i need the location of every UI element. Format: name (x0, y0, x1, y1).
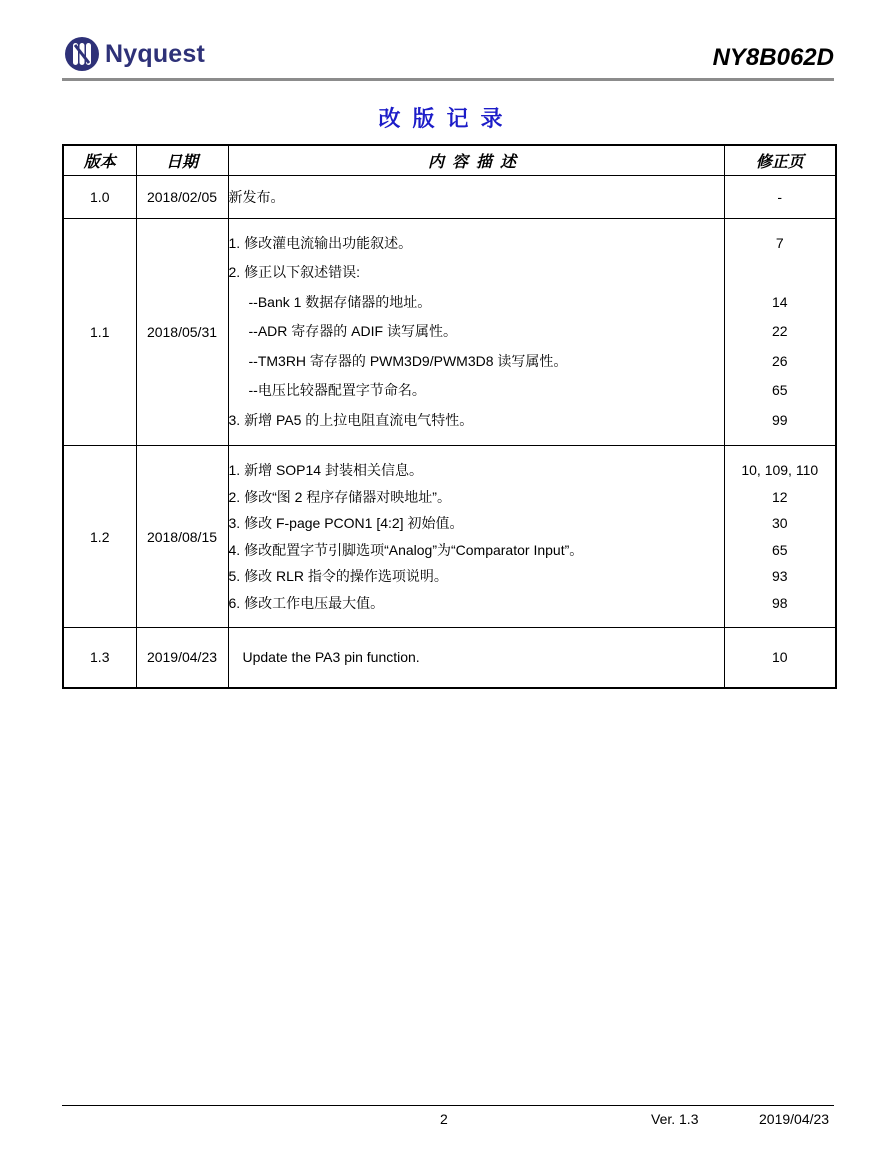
page-cell (724, 219, 836, 446)
page-value: 26 (771, 352, 788, 369)
table-row (63, 219, 836, 446)
description-line: 3. 修改 F-page PCON1 [4:2] 初始值。 (228, 515, 464, 531)
header-page: 修正页 (724, 145, 836, 176)
description-line: 5. 修改 RLR 指令的操作选项说明。 (228, 568, 448, 584)
page-value: 93 (771, 568, 788, 584)
page-value: 65 (771, 541, 788, 558)
description-line: Update the PA3 pin function. (242, 649, 420, 666)
date-cell: 2018/08/15 (136, 446, 228, 628)
description-line: 4. 修改配置字节引脚选项“Analog”为“Comparator Input”。 (228, 541, 584, 558)
version-cell: 1.2 (63, 446, 136, 628)
description-line: 1. 新增 SOP14 封装相关信息。 (228, 462, 423, 478)
description-line: 2. 修改“图 2 程序存储器对映地址”。 (228, 488, 451, 505)
date-cell: 2019/04/23 (136, 628, 228, 688)
page-value: 98 (771, 594, 788, 611)
company-logo (64, 36, 205, 72)
header-description: 内容描述 (228, 145, 724, 176)
footer-date: 2019/04/23 (759, 1111, 830, 1127)
logo-text: Nyquest (105, 39, 206, 68)
description-cell (228, 219, 724, 446)
description-line: --Bank 1 数据存储器的地址。 (248, 293, 432, 310)
revision-table (62, 144, 837, 689)
page-title: 改版记录 (378, 107, 515, 132)
page-value: 30 (771, 515, 788, 531)
version-cell: 1.1 (63, 219, 136, 446)
table-row (63, 176, 836, 219)
description-line: --电压比较器配置字节命名。 (248, 382, 426, 399)
page-value: 14 (771, 293, 788, 310)
version-cell: 1.0 (63, 176, 136, 219)
page-value: 10, 109, 110 (741, 462, 819, 478)
nyquest-logo-icon (64, 36, 100, 72)
header-version: 版本 (63, 145, 136, 176)
description-line: 3. 新增 PA5 的上拉电阻直流电气特性。 (228, 411, 474, 428)
description-line: --TM3RH 寄存器的 PWM3D9/PWM3D8 读写属性。 (248, 352, 568, 369)
footer-version: Ver. 1.3 (651, 1111, 699, 1127)
description-line: 1. 修改灌电流输出功能叙述。 (228, 234, 413, 251)
page-value: 99 (771, 411, 788, 428)
date-cell: 2018/02/05 (136, 176, 228, 219)
description-line: 新发布。 (228, 189, 285, 205)
description-line: --ADR 寄存器的 ADIF 读写属性。 (248, 323, 457, 340)
description-line: 2. 修正以下叙述错误: (228, 264, 360, 281)
table-header-row (63, 145, 836, 176)
page-header (62, 36, 834, 76)
description-cell (228, 628, 724, 688)
document-code: NY8B062D (712, 44, 834, 71)
page-value: 22 (771, 323, 788, 340)
page-value: 12 (771, 488, 788, 505)
header-divider (62, 78, 834, 81)
page-number: 2 (440, 1111, 448, 1127)
footer-divider (62, 1105, 834, 1106)
version-cell: 1.3 (63, 628, 136, 688)
table-row (63, 446, 836, 628)
page-value: 65 (771, 382, 788, 399)
page-value: 7 (775, 234, 784, 251)
page-cell: - (724, 176, 836, 219)
header-date: 日期 (136, 145, 228, 176)
description-line: 6. 修改工作电压最大值。 (228, 594, 385, 611)
description-cell (228, 446, 724, 628)
table-row (63, 628, 836, 688)
page-cell: 10 (724, 628, 836, 688)
description-cell (228, 176, 724, 219)
page-cell (724, 446, 836, 628)
page-value (725, 258, 836, 288)
date-cell: 2018/05/31 (136, 219, 228, 446)
